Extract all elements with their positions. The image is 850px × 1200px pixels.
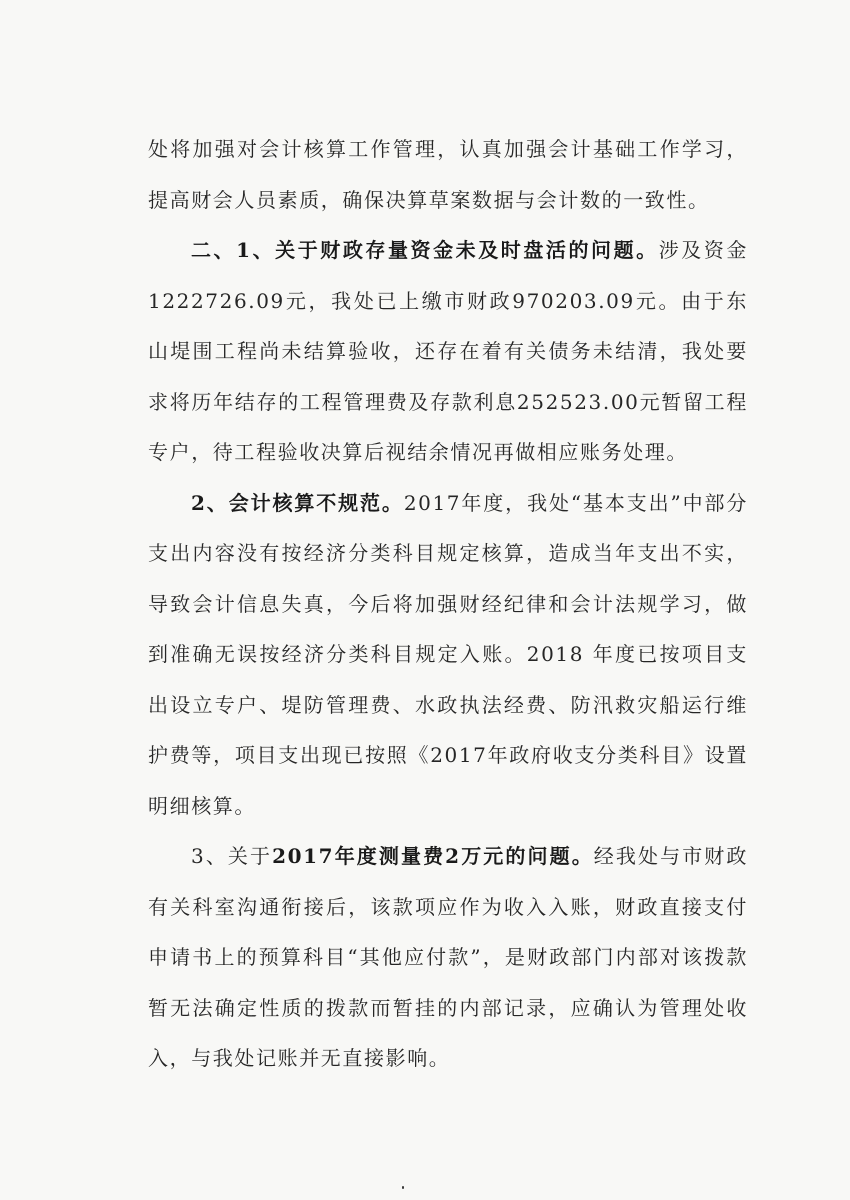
paragraph-section-2-3 (148, 831, 748, 1084)
paragraph-text: 2017年度，我处“基本支出”中部分支出内容没有按经济分类科目规定核算，造成当年支出不实，导致会计信息失真，今后将加强财经纪律和会计法规学习，做到准确无误按经济分类科目规定入账。2018 年度已按项目支出设立专户、堤防管理费、水政执法经费、防汛救灾船运行维护费等，项目支出现已按照《2017年政府收支分类科目》设置明细核算。 (148, 490, 748, 818)
paragraph-section-2-2 (148, 478, 748, 832)
paragraph-heading: 2017年度测量费2万元的问题。 (272, 844, 594, 868)
paragraph-heading: 二、1、关于财政存量资金未及时盘活的问题。 (191, 238, 659, 262)
paragraph-lead: 3、关于 (191, 844, 273, 868)
paragraph-section-2-1 (148, 225, 748, 478)
paragraph-heading: 2、会计核算不规范。 (191, 490, 404, 515)
document-body (148, 124, 748, 1084)
scan-speck (402, 1186, 404, 1189)
paragraph-text: 涉及资金1222726.09元，我处已上缴市财政970203.09元。由于东山堤围工程尚未结算验收，还存在着有关债务未结清，我处要求将历年结存的工程管理费及存款利息252523.00元暂留工程专户，待工程验收决算后视结余情况再做相应账务处理。 (148, 238, 749, 464)
paragraph-text: 经我处与市财政有关科室沟通衔接后，该款项应作为收入入账，财政直接支付申请书上的预算科目“其他应付款”，是财政部门内部对该拨款暂无法确定性质的拨款而暂挂的内部记录，应确认为管理处收入，与我处记账并无直接影响。 (148, 844, 748, 1070)
paragraph-continuation (148, 124, 748, 225)
paragraph-text: 处将加强对会计核算工作管理，认真加强会计基础工作学习，提高财会人员素质，确保决算草案数据与会计数的一致性。 (148, 137, 748, 212)
